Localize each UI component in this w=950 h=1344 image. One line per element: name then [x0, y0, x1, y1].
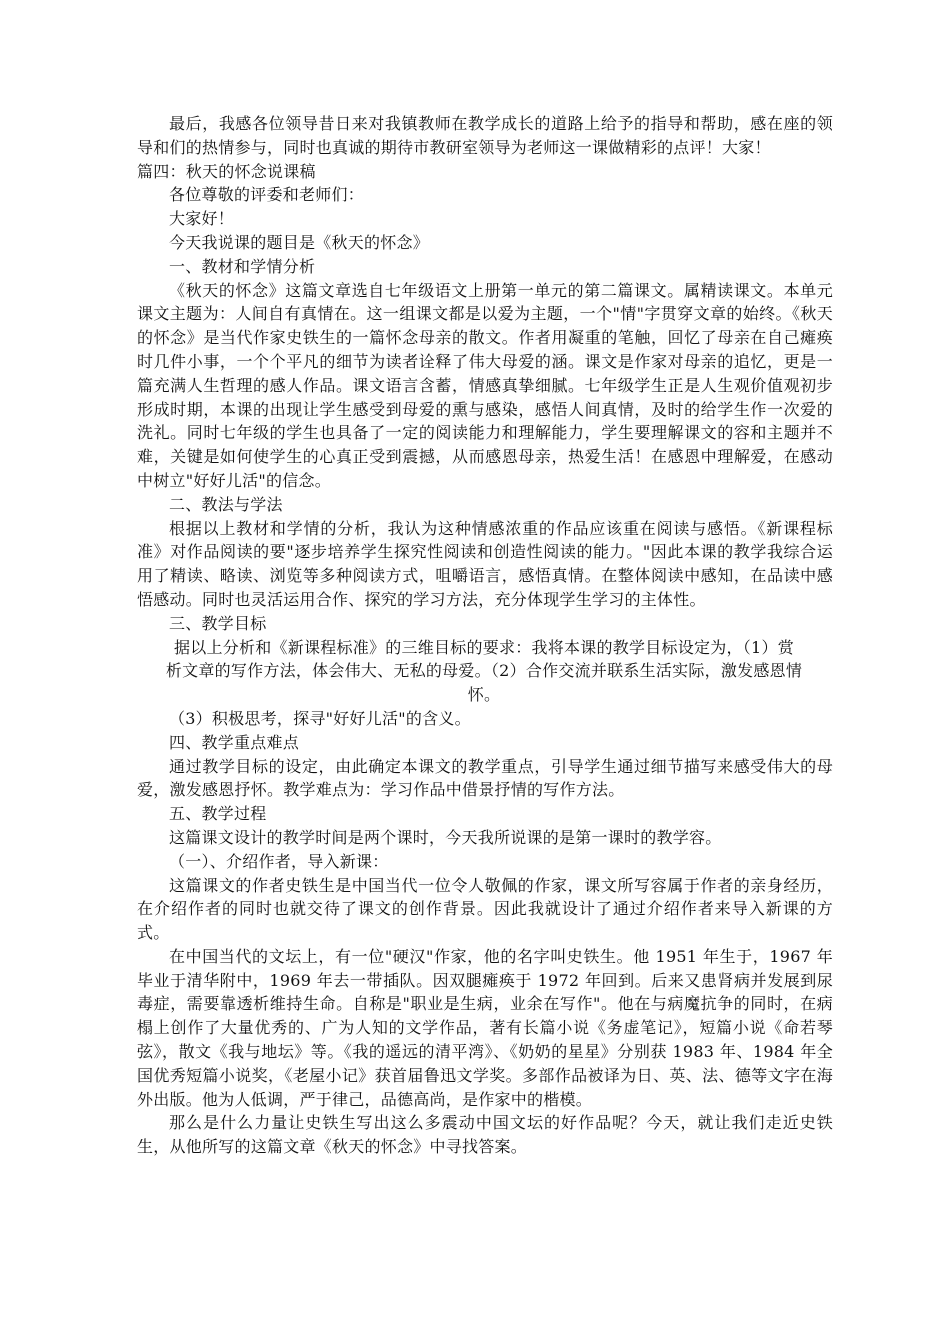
salutation: 各位尊敬的评委和老师们：: [169, 185, 365, 205]
goal-line: 析文章的写作方法，体会伟大、无私的母爱。（2）合作交流并联系生活实际，激发感恩情: [165, 661, 803, 681]
heading-key-points: 四、教学重点难点: [169, 732, 300, 752]
paragraph-materials: 《秋天的怀念》这篇文章选自七年级语文上册第一单元的第二篇课文。属精读课文。本单元课文主题为：人间自有真情在。这一组课文都是以爱为主题，一个"情"字贯穿文章的始终。《秋天的怀念》是当代作家史铁生的一篇怀念母亲的散文。作者用凝重的笔触，回忆了母亲在自己瘫痪时几件小事，一个个平凡的细节为读者诠释了伟大母爱的涵。课文是作家对母亲的追忆，更是一篇充满人生哲理的感人作品。课文语言含蓄，情感真挚细腻。七年级学生正是人生观价值观初步形成时期，本课的出现让学生感受到母爱的熏与感染，感悟人间真情，及时的给学生作一次爱的洗礼。同时七年级的学生也具备了一定的阅读能力和理解能力，学生要理解课文的容和主题并不难，关键是如何使学生的心真正受到震撼，从而感恩母亲，热爱生活！在感恩中理解爱，在感动中树立"好好儿活"的信念。: [137, 280, 833, 490]
document-page: [137, 112, 833, 1159]
paragraph-transition: 那么是什么力量让史铁生写出这么多震动中国文坛的好作品呢？今天，就让我们走近史铁生，从他所写的这篇文章《秋天的怀念》中寻找答案。: [137, 1113, 833, 1157]
subheading-intro-author: （一）、介绍作者，导入新课：: [169, 851, 389, 871]
heading-materials: 一、教材和学情分析: [169, 256, 316, 276]
paragraph-process-intro: 这篇课文设计的教学时间是两个课时，今天我所说课的是第一课时的教学容。: [169, 827, 722, 847]
heading-methods: 二、教法与学法: [169, 494, 283, 514]
topic-line: 今天我说课的题目是《秋天的怀念》: [169, 232, 430, 252]
heading-goals: 三、教学目标: [169, 613, 267, 633]
goal-three: （3）积极思考，探寻"好好儿活"的含义。: [169, 708, 471, 728]
goal-line: 怀。: [467, 685, 501, 705]
greeting: 大家好！: [169, 209, 235, 229]
section-title: 篇四：秋天的怀念说课稿: [137, 161, 316, 181]
paragraph-methods: 根据以上教材和学情的分析，我认为这种情感浓重的作品应该重在阅读与感悟。《新课程标准》对作品阅读的要"逐步培养学生探究性阅读和创造性阅读的能力。"因此本课的教学我综合运用了精读、略读、浏览等多种阅读方式，咀嚼语言，感悟真情。在整体阅读中感知，在品读中感悟感动。同时也灵活运用合作、探究的学习方法，充分体现学生学习的主体性。: [137, 518, 833, 609]
paragraph-key-points: 通过教学目标的设定，由此确定本课文的教学重点，引导学生通过细节描写来感受伟大的母爱，激发感恩抒怀。教学难点为：学习作品中借景抒情的写作方法。: [137, 756, 833, 800]
closing-paragraph: 最后，我感各位领导昔日来对我镇教师在教学成长的道路上给予的指导和帮助，感在座的领导和们的热情参与，同时也真诚的期待市教研室领导为老师这一课做精彩的点评！大家！: [137, 114, 833, 157]
paragraph-author-bio: 在中国当代的文坛上，有一位"硬汉"作家，他的名字叫史铁生。他 1951 年生于，1967 年毕业于清华附中，1969 年去一带插队。因双腿瘫痪于 1972 年回到。后来又患肾病并发展到尿毒症，需要靠透析维持生命。自称是"职业是生病，业余在写作"。他在与病魔抗争的同时，在病榻上创作了大量优秀的、广为人知的文学作品，著有长篇小说《务虚笔记》，短篇小说《命若琴弦》，散文《我与地坛》等。《我的遥远的清平湾》、《奶奶的星星》分别获 1983 年、1984 年全国优秀短篇小说奖，《老屋小记》获首届鲁迅文学奖。多部作品被译为日、英、法、德等文字在海外出版。他为人低调，严于律己，品德高尚，是作家中的楷模。: [137, 946, 833, 1109]
heading-process: 五、教学过程: [169, 804, 267, 824]
goal-line: 据以上分析和《新课程标准》的三维目标的要求：我将本课的教学目标设定为，（1）赏: [174, 637, 794, 657]
goals-centered-block: [125, 636, 843, 707]
paragraph-author-intro: 这篇课文的作者史铁生是中国当代一位令人敬佩的作家，课文所写容属于作者的亲身经历，在介绍作者的同时也就交待了课文的创作背景。因此我就设计了通过介绍作者来导入新课的方式。: [137, 875, 833, 943]
